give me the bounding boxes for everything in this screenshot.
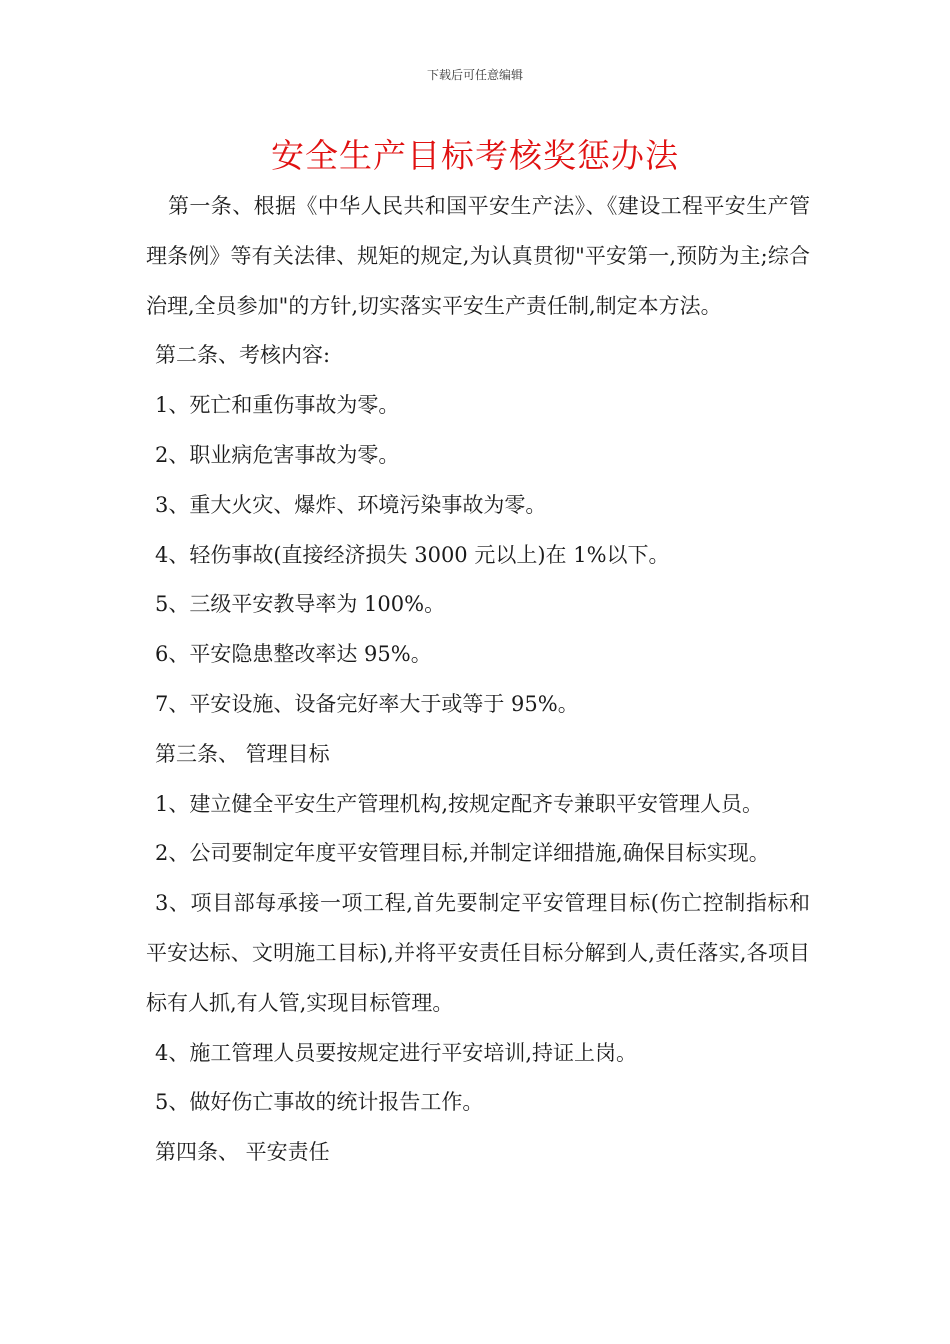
- list-item: 5、三级平安教导率为 100%。: [155, 592, 446, 617]
- list-item: 2、职业病危害事故为零。: [155, 442, 400, 467]
- header-note: 下载后可任意编辑: [426, 68, 523, 82]
- list-item: 4、轻伤事故(直接经济损失 3000 元以上)在 1%以下。: [155, 542, 670, 567]
- list-item: 1、死亡和重伤事故为零。: [155, 393, 400, 418]
- list-item: 7、平安设施、设备完好率大于或等于 95%。: [155, 691, 579, 716]
- list-item: 3、重大火灾、爆炸、环境污染事故为零。: [155, 492, 547, 517]
- paragraph-article-1: 第一条、根据《中华人民共和国平安生产法》、《建设工程平安生产管理条例》等有关法律、规矩的规定,为认真贯彻"平安第一,预防为主;综合治理,全员参加"的方针,切实落实平安生产责任制,制定本方法。: [146, 194, 810, 318]
- paragraph-article-4-heading: 第四条、 平安责任: [155, 1140, 330, 1165]
- paragraph-article-3-heading: 第三条、 管理目标: [155, 741, 330, 766]
- document-title: 安全生产目标考核奖惩办法: [271, 136, 679, 175]
- list-item: 3、项目部每承接一项工程,首先要制定平安管理目标(伤亡控制指标和平安达标、文明施工目标),并将平安责任目标分解到人,责任落实,各项目标有人抓,有人管,实现目标管理。: [146, 891, 810, 1015]
- list-item: 5、做好伤亡事故的统计报告工作。: [155, 1090, 484, 1115]
- list-item: 4、施工管理人员要按规定进行平安培训,持证上岗。: [155, 1040, 638, 1065]
- list-item: 6、平安隐患整改率达 95%。: [155, 642, 432, 667]
- list-item: 1、建立健全平安生产管理机构,按规定配齐专兼职平安管理人员。: [155, 791, 764, 816]
- list-item: 2、公司要制定年度平安管理目标,并制定详细措施,确保目标实现。: [155, 841, 770, 866]
- paragraph-article-2-heading: 第二条、考核内容:: [155, 343, 331, 368]
- document-body: [146, 182, 810, 1178]
